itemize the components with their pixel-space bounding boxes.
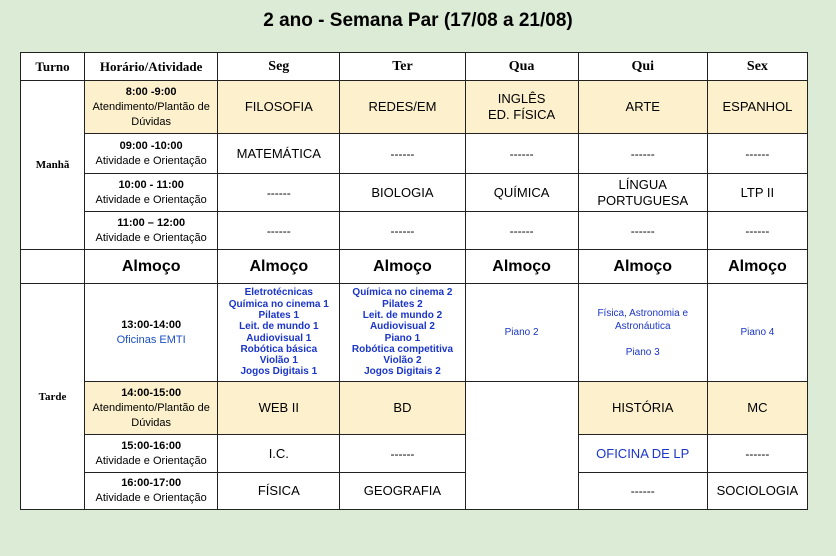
lunch-row (21, 250, 808, 284)
cell-seg: MATEMÁTICA (218, 134, 340, 174)
cell-qui: ------ (578, 134, 707, 174)
cell-qua: QUÍMICA (465, 174, 578, 212)
cell-qua-empty (465, 382, 578, 510)
cell-ter: BIOLOGIA (340, 174, 465, 212)
table-row (21, 174, 808, 212)
activity-label: Atividade e Orientação (95, 154, 207, 167)
activity-label: Oficinas EMTI (116, 333, 186, 346)
cell-qua: Piano 2 (465, 284, 578, 382)
time-cell (85, 134, 218, 174)
table-row (21, 212, 808, 250)
cell-seg: FÍSICA (218, 473, 340, 510)
turno-manha: Manhã (21, 81, 85, 250)
time-cell (85, 382, 218, 435)
header-sex: Sex (707, 53, 807, 81)
time-cell (85, 435, 218, 473)
cell-sex: Piano 4 (707, 284, 807, 382)
cell-qui: ARTE (578, 81, 707, 134)
activity-label: Atividade e Orientação (95, 231, 207, 244)
cell-sex: ------ (707, 435, 807, 473)
table-row (21, 382, 808, 435)
page-title: 2 ano - Semana Par (17/08 a 21/08) (263, 10, 573, 31)
time-cell (85, 81, 218, 134)
cell-seg: I.C. (218, 435, 340, 473)
activity-label: Atividade e Orientação (95, 454, 207, 467)
time-label: 14:00-15:00 (121, 386, 182, 399)
header-qua: Qua (465, 53, 578, 81)
cell-sex: MC (707, 382, 807, 435)
cell-qui: ------ (578, 473, 707, 510)
cell-ter: Química no cinema 2 Pilates 2 Leit. de mundo 2 Audiovisual 2 Piano 1 Robótica competitiva Violão 2 Jogos Digitais 2 (340, 284, 465, 382)
lunch-cell: Almoço (218, 250, 340, 284)
cell-ter: ------ (340, 212, 465, 250)
cell-seg: WEB II (218, 382, 340, 435)
cell-sex: ------ (707, 134, 807, 174)
cell-qui: OFICINA DE LP (578, 435, 707, 473)
time-label: 8:00 -9:00 (125, 85, 177, 98)
lunch-cell: Almoço (465, 250, 578, 284)
cell-qua: ------ (465, 134, 578, 174)
cell-ter: GEOGRAFIA (340, 473, 465, 510)
turno-tarde: Tarde (21, 284, 85, 510)
time-cell (85, 473, 218, 510)
cell-seg: FILOSOFIA (218, 81, 340, 134)
cell-qua: ------ (465, 212, 578, 250)
activity-label: Atividade e Orientação (95, 492, 207, 504)
time-cell (85, 212, 218, 250)
cell-qua: INGLÊS ED. FÍSICA (465, 81, 578, 134)
header-ter: Ter (340, 53, 465, 81)
table-row (21, 473, 808, 510)
time-cell (85, 284, 218, 382)
cell-qui: LÍNGUA PORTUGUESA (578, 174, 707, 212)
time-label: 15:00-16:00 (121, 439, 182, 452)
header-horario: Horário/Atividade (85, 53, 218, 81)
cell-qui: HISTÓRIA (578, 382, 707, 435)
time-label: 13:00-14:00 (121, 318, 182, 331)
activity-label: Atendimento/Plantão de Dúvidas (92, 401, 210, 429)
header-qui: Qui (578, 53, 707, 81)
cell-seg: ------ (218, 174, 340, 212)
lunch-cell: Almoço (340, 250, 465, 284)
cell-sex: LTP II (707, 174, 807, 212)
cell-sex: ------ (707, 212, 807, 250)
header-seg: Seg (218, 53, 340, 81)
header-turno: Turno (21, 53, 85, 81)
cell-ter: ------ (340, 134, 465, 174)
schedule-table (20, 52, 808, 510)
cell-ter: REDES/EM (340, 81, 465, 134)
table-row (21, 134, 808, 174)
time-label: 09:00 -10:00 (119, 139, 183, 152)
cell-sex: SOCIOLOGIA (707, 473, 807, 510)
cell-ter: BD (340, 382, 465, 435)
cell-sex: ESPANHOL (707, 81, 807, 134)
table-row (21, 81, 808, 134)
lunch-cell: Almoço (578, 250, 707, 284)
table-row (21, 435, 808, 473)
turno-blank (21, 250, 85, 284)
time-cell (85, 174, 218, 212)
cell-ter: ------ (340, 435, 465, 473)
time-label: 16:00-17:00 (121, 477, 182, 489)
activity-label: Atendimento/Plantão de Dúvidas (92, 100, 210, 128)
cell-seg: ------ (218, 212, 340, 250)
cell-seg: Eletrotécnicas Química no cinema 1 Pilates 1 Leit. de mundo 1 Audiovisual 1 Robótica básica Violão 1 Jogos Digitais 1 (218, 284, 340, 382)
table-row (21, 284, 808, 382)
activity-label: Atividade e Orientação (95, 193, 207, 206)
cell-qui: Física, Astronomia e Astronáutica Piano 3 (578, 284, 707, 382)
header-row (21, 53, 808, 81)
lunch-cell: Almoço (85, 250, 218, 284)
cell-qui: ------ (578, 212, 707, 250)
lunch-cell: Almoço (707, 250, 807, 284)
time-label: 11:00 – 12:00 (117, 216, 186, 229)
time-label: 10:00 - 11:00 (118, 178, 184, 191)
